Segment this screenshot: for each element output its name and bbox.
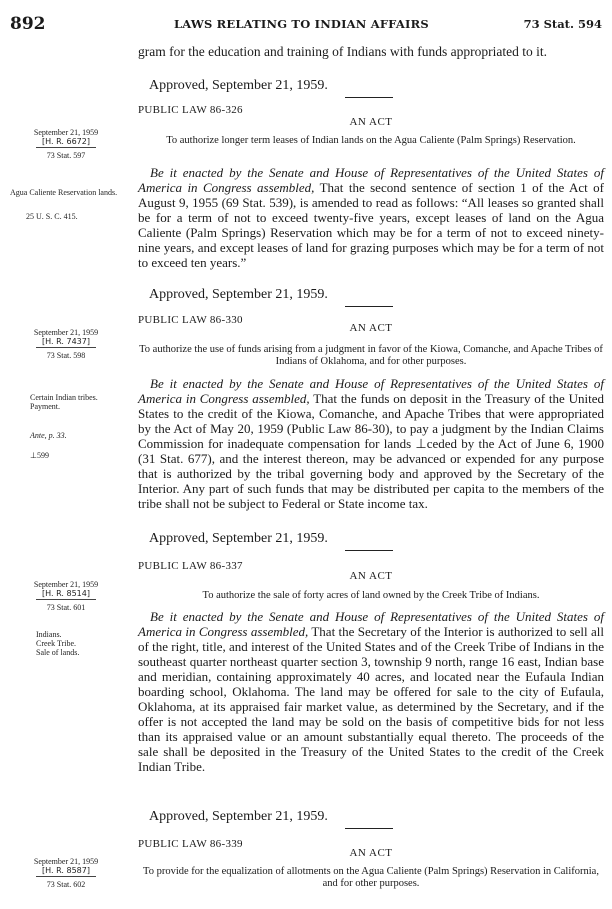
margin-note: Certain Indian tribes. Payment. <box>30 393 98 411</box>
page-break-mark: ⊥ <box>30 451 37 460</box>
act-text: That the Secretary of the Interior is authorized to sell all of the right, title, and interest of the United States and of the Creek Tribe of Indians in the southeast quarter northeast quarter section 3, township 9 north, range 16 east, Indian base and meridian, containing approximately 40 acres, and located near the Eufaula Indian boarding school, Oklahoma. The land may be offered for sale to the city of Eufaula, Oklahoma, at its appraised fair market value, as determined by the Secretary, and if the offer is not accepted the land may be sold on the basis of competitive bids for not less than its appraised value or an amount substantially equal thereto. The proceeds of the sale shall be deposited in the Treasury of the United States to the credit of the Creek Indian Tribe. <box>138 624 605 774</box>
act-purpose: To provide for the equalization of allotments on the Agua Caliente (Palm Springs) Reservation in California, and for other purposes. <box>143 866 599 889</box>
enacting-clause: Be it enacted by the Senate and House of Representatives of the United States of America in Congress assembled, <box>138 376 604 406</box>
margin-date: September 21, 1959 <box>33 128 99 137</box>
section-rule <box>345 306 393 307</box>
enacting-paragraph <box>138 165 604 270</box>
margin-date-block <box>10 128 122 160</box>
an-act-heading: AN ACT <box>349 847 393 859</box>
margin-bill: [H. R. 6672] <box>42 137 90 146</box>
margin-date-block <box>10 857 122 889</box>
margin-date: September 21, 1959 <box>33 857 99 866</box>
margin-page-ref: ⊥599 <box>30 451 49 460</box>
margin-citation: 25 U. S. C. 415. <box>26 212 78 221</box>
margin-stat: 73 Stat. 602 <box>46 880 86 889</box>
act-body <box>138 165 604 270</box>
public-law-number: PUBLIC LAW 86-326 <box>138 104 243 116</box>
margin-rule <box>36 876 96 877</box>
margin-stat: 73 Stat. 598 <box>46 351 86 360</box>
margin-date: September 21, 1959 <box>33 580 99 589</box>
margin-rule <box>36 147 96 148</box>
an-act-heading: AN ACT <box>349 322 393 334</box>
an-act-heading: AN ACT <box>349 570 393 582</box>
margin-date-block <box>10 328 122 360</box>
margin-rule <box>36 599 96 600</box>
section-rule <box>345 97 393 98</box>
margin-date: September 21, 1959 <box>33 328 99 337</box>
running-title: LAWS RELATING TO INDIAN AFFAIRS <box>174 17 429 31</box>
act-body <box>138 609 604 774</box>
stat-reference: 73 Stat. 594 <box>523 17 602 31</box>
carryover-paragraph <box>138 44 604 60</box>
public-law-number: PUBLIC LAW 86-337 <box>138 560 243 572</box>
enacting-paragraph <box>138 609 604 774</box>
section-rule <box>345 550 393 551</box>
margin-bill: [H. R. 7437] <box>42 337 90 346</box>
public-law-number: PUBLIC LAW 86-339 <box>138 838 243 850</box>
enacting-clause: Be it enacted by the Senate and House of Representatives of the United States of America in Congress assembled, <box>138 165 604 195</box>
margin-bill: [H. R. 8587] <box>42 866 90 875</box>
act-text: That the second sentence of section 1 of the Act of August 9, 1955 (69 Stat. 539), is amended to read as follows: “All leases so granted shall be for a term of not to exceed twenty-five years, except leases of land on the Agua Caliente (Palm Springs) Reservation which may be for a term of not to exceed ninety-nine years, and except leases of land for grazing purposes which may be for a term of not to exceed ten years.” <box>138 180 604 270</box>
margin-citation: Ante, p. 33. <box>30 431 67 440</box>
act-purpose: To authorize the use of funds arising from a judgment in favor of the Kiowa, Comanche, and Apache Tribes of Indians of Oklahoma, and for other purposes. <box>139 344 603 367</box>
act-purpose: To authorize longer term leases of Indian lands on the Agua Caliente (Palm Springs) Reservation. <box>166 135 576 146</box>
margin-note: Indians. Creek Tribe. Sale of lands. <box>36 630 80 657</box>
margin-date-block <box>10 580 122 612</box>
margin-note: Agua Caliente Reservation lands. <box>10 188 118 197</box>
approved-line: Approved, September 21, 1959. <box>149 531 328 546</box>
act-text: That the funds on deposit in the Treasury of the United States to the credit of the Kiowa, Comanche, and Apache Tribes that were appropriated by the Act of May 20, 1959 (Public Law 86-30), to pay a judgment by the Indian Claims Commission for inadequate compensation for lands ⊥ceded by the Act of June 6, 1900 (31 Stat. 677), and the interest thereon, may be advanced or expended for any purpose that is authorized by the tribal governing body and approved by the Secretary of the Interior. Any part of such funds that may be distributed per capita to the members of the tribe shall not be subject to Federal or State income tax. <box>138 391 604 511</box>
carryover-text: gram for the education and training of Indians with funds appropriated to it. <box>138 44 548 59</box>
margin-stat: 73 Stat. 601 <box>46 603 86 612</box>
section-rule <box>345 828 393 829</box>
public-law-number: PUBLIC LAW 86-330 <box>138 314 243 326</box>
enacting-paragraph <box>138 376 604 511</box>
page-number: 892 <box>10 14 46 34</box>
approved-line: Approved, September 21, 1959. <box>149 78 328 93</box>
enacting-clause: Be it enacted by the Senate and House of Representatives of the United States of America in Congress assembled, <box>138 609 604 639</box>
act-body <box>138 376 604 511</box>
approved-line: Approved, September 21, 1959. <box>149 287 328 302</box>
margin-stat: 73 Stat. 597 <box>46 151 86 160</box>
approved-line: Approved, September 21, 1959. <box>149 809 328 824</box>
act-purpose: To authorize the sale of forty acres of land owned by the Creek Tribe of Indians. <box>202 590 540 601</box>
margin-rule <box>36 347 96 348</box>
margin-bill: [H. R. 8514] <box>42 589 90 598</box>
an-act-heading: AN ACT <box>349 116 393 128</box>
